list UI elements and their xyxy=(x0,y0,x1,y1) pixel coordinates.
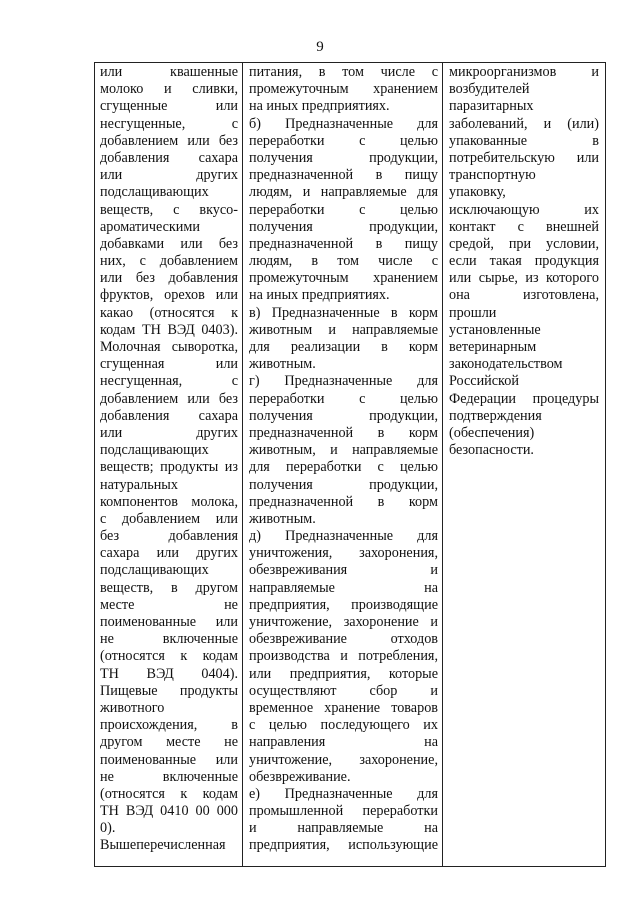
text-line: или предприятия, которые xyxy=(249,665,438,682)
text-line: уничтожение, захоронение и xyxy=(249,614,438,630)
text-line: фруктов, орехов или xyxy=(100,287,238,304)
text-line: ароматическими xyxy=(100,218,200,235)
page-number: 9 xyxy=(316,39,324,55)
table-column-2 xyxy=(243,63,443,866)
text-line: подслащивающих xyxy=(100,184,209,201)
text-line: кодам ТН ВЭД 0403). xyxy=(100,321,238,338)
text-line: веществ; продукты из xyxy=(100,459,238,476)
text-line: подслащивающих xyxy=(100,442,209,459)
text-line: людям, и направляемые для xyxy=(249,184,438,201)
text-line: веществ, с вкусо- xyxy=(100,201,238,218)
text-line: если такая продукция xyxy=(449,253,599,270)
text-line: животным и направляемые xyxy=(249,321,438,338)
text-line: промышленной переработки xyxy=(249,803,438,820)
text-line: она изготовлена, xyxy=(449,287,599,304)
text-line: предназначенной в пищу xyxy=(249,235,438,252)
text-line: поименованные или xyxy=(100,751,238,768)
text-line: молоко и сливки, xyxy=(100,81,238,98)
text-line: компонентов молока, xyxy=(100,493,238,510)
text-line: несгущенная, с xyxy=(100,373,238,390)
text-line: д) Предназначенные для xyxy=(249,528,438,545)
text-line: осуществляют сбор и xyxy=(249,682,438,699)
text-line: законодательством xyxy=(449,356,563,373)
text-line: е) Предназначенные для xyxy=(249,785,438,802)
text-line: в) Предназначенные в корм xyxy=(249,304,438,321)
text-line: б) Предназначенные для xyxy=(249,115,438,132)
text-line: и направляемые на xyxy=(249,820,438,837)
column-2-text xyxy=(243,63,442,855)
text-line: несгущенные, с xyxy=(100,115,238,132)
text-line: другом месте не xyxy=(100,734,238,751)
text-line: для реализации в корм xyxy=(249,339,438,355)
column-1-text xyxy=(95,63,242,855)
text-line: уничтожения, захоронения, xyxy=(249,545,438,562)
text-line: транспортную xyxy=(449,167,536,184)
text-line: происхождения, в xyxy=(100,717,238,734)
text-line: с целью последующего их xyxy=(249,717,438,734)
text-line: Молочная сыворотка, xyxy=(100,339,238,355)
text-line: ветеринарным xyxy=(449,339,537,355)
text-line: переработки с целью xyxy=(249,201,438,218)
text-line: или других xyxy=(100,167,238,184)
text-line: установленные xyxy=(449,321,541,338)
text-line: уничтожение, захоронение, xyxy=(249,751,438,768)
text-line: возбудителей xyxy=(449,81,530,98)
text-line: исключающую их xyxy=(449,201,599,218)
text-line: на иных предприятиях. xyxy=(249,98,390,115)
text-line: подтверждения xyxy=(449,407,542,424)
text-line: упаковку, xyxy=(449,184,506,201)
text-line: не включенные xyxy=(100,768,238,785)
text-line: животным. xyxy=(249,510,316,527)
text-line: какао (относятся к xyxy=(100,304,238,321)
text-line: ТН ВЭД 0404). xyxy=(100,665,238,682)
text-line: питания, в том числе с xyxy=(249,64,438,80)
text-line: упакованные в xyxy=(449,132,599,149)
text-line: средой, при условии, xyxy=(449,235,599,252)
text-line: для переработки с целью xyxy=(249,459,438,476)
text-line: без добавления xyxy=(100,528,238,545)
text-line: обезвреживание отходов xyxy=(249,631,438,648)
text-line: животным, и направляемые xyxy=(249,442,438,459)
text-line: веществ, в другом xyxy=(100,579,238,596)
text-line: получения продукции, xyxy=(249,218,438,235)
text-line: на иных предприятиях. xyxy=(249,287,390,304)
text-line: с добавлением или xyxy=(100,510,238,527)
text-line: не включенные xyxy=(100,631,238,648)
text-line: потребительскую или xyxy=(449,149,599,166)
table-column-1 xyxy=(95,63,243,866)
text-line: прошли xyxy=(449,304,497,321)
text-line: сахара или других xyxy=(100,545,238,562)
text-line: или других xyxy=(100,424,238,441)
text-line: месте не xyxy=(100,596,238,613)
text-line: сгущенные или xyxy=(100,98,238,115)
text-line: людям, в том числе с xyxy=(249,253,438,270)
text-line: добавками или без xyxy=(100,235,238,252)
text-line: животного xyxy=(100,699,165,716)
text-line: поименованные или xyxy=(100,614,238,630)
text-line: паразитарных xyxy=(449,98,534,115)
text-line: контакт с внешней xyxy=(449,218,599,235)
text-line: 0). xyxy=(100,820,116,837)
column-3-text xyxy=(443,63,605,459)
text-line: временное хранение товаров xyxy=(249,699,438,716)
text-line: промежуточным хранением xyxy=(249,81,438,98)
text-line: натуральных xyxy=(100,476,178,493)
text-line: (обеспечения) xyxy=(449,424,535,441)
text-line: подслащивающих xyxy=(100,562,209,579)
text-line: или квашенные xyxy=(100,64,238,80)
text-line: добавлением или без xyxy=(100,132,238,149)
text-line: Пищевые продукты xyxy=(100,682,238,699)
text-line: направления на xyxy=(249,734,438,751)
text-line: предприятия, производящие xyxy=(249,596,438,613)
text-line: добавления сахара xyxy=(100,407,238,424)
text-line: микроорганизмов и xyxy=(449,64,599,80)
text-line: получения продукции, xyxy=(249,476,438,493)
text-line: Вышеперечисленная xyxy=(100,837,226,854)
text-line: сгущенная или xyxy=(100,356,238,373)
text-line: получения продукции, xyxy=(249,149,438,166)
text-line: производства и потребления, xyxy=(249,648,438,665)
text-line: добавлением или без xyxy=(100,390,238,407)
text-line: получения продукции, xyxy=(249,407,438,424)
text-line: переработки с целью xyxy=(249,390,438,407)
document-table xyxy=(94,62,606,867)
text-line: переработки с целью xyxy=(249,132,438,149)
text-line: или сырье, из которого xyxy=(449,270,599,287)
text-line: обезвреживания и xyxy=(249,562,438,579)
text-line: предназначенной в корм xyxy=(249,493,438,510)
text-line: добавления сахара xyxy=(100,149,238,166)
text-line: обезвреживание. xyxy=(249,768,351,785)
text-line: предназначенной в корм xyxy=(249,424,438,441)
text-line: направляемые на xyxy=(249,579,438,596)
text-line: г) Предназначенные для xyxy=(249,373,438,390)
text-line: животным. xyxy=(249,356,316,373)
text-line: ТН ВЭД 0410 00 000 xyxy=(100,803,238,820)
text-line: них, с добавлением xyxy=(100,253,238,270)
text-line: промежуточным хранением xyxy=(249,270,438,287)
text-line: безопасности. xyxy=(449,442,534,459)
text-line: (относятся к кодам xyxy=(100,785,238,802)
text-line: предприятия, использующие xyxy=(249,837,438,854)
text-line: заболеваний, и (или) xyxy=(449,115,599,132)
text-line: (относятся к кодам xyxy=(100,648,238,665)
text-line: Российской xyxy=(449,373,519,390)
text-line: предназначенной в пищу xyxy=(249,167,438,184)
table-column-3 xyxy=(443,63,605,866)
text-line: Федерации процедуры xyxy=(449,390,599,407)
text-line: или без добавления xyxy=(100,270,238,287)
